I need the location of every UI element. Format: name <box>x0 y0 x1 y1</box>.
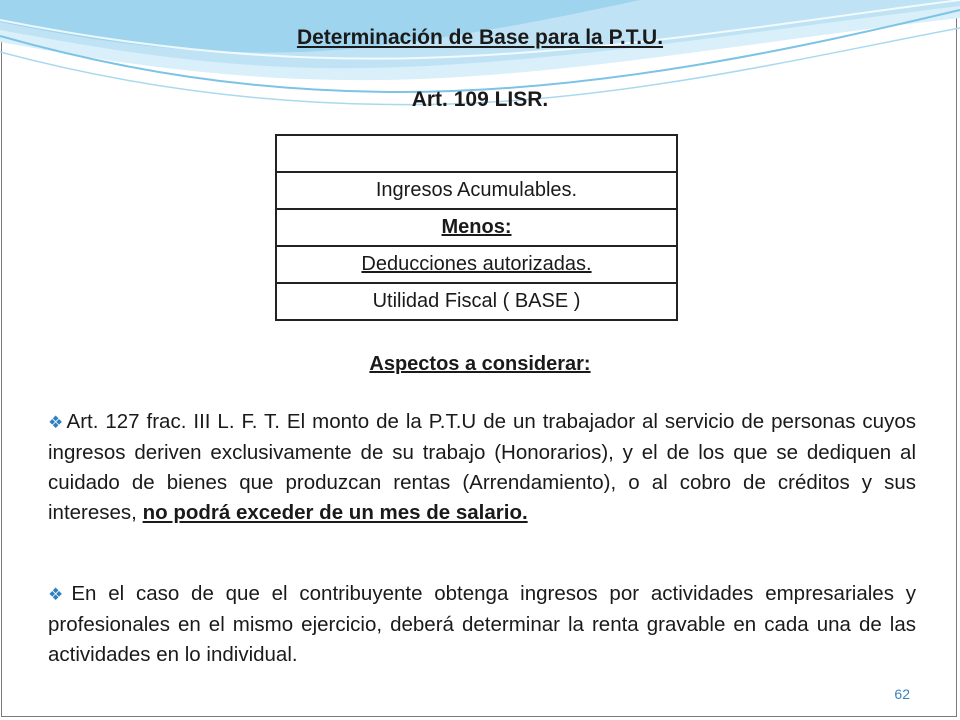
page-number: 62 <box>894 686 910 702</box>
base-calculation-table <box>275 134 678 321</box>
aspects-heading: Aspectos a considerar: <box>369 353 591 375</box>
diamond-bullet-icon: ❖ <box>48 585 70 604</box>
table-row <box>276 135 677 172</box>
paragraph-art-127 <box>48 407 916 528</box>
paragraph-text: En el caso de que el contribuyente obtenga ingresos por actividades empresariales y profesionales en el mismo ejercicio, deberá determinar la renta gravable en cada una de las actividades en lo individual. <box>48 582 916 666</box>
paragraph-emphasis: no podrá exceder de un mes de salario. <box>142 501 528 524</box>
paragraph-mixed-activities <box>48 579 916 670</box>
legal-reference: Art. 109 LISR. <box>411 88 549 111</box>
diamond-bullet-icon: ❖ <box>48 413 65 432</box>
table-cell-income: Ingresos Acumulables. <box>276 172 677 209</box>
table-row <box>276 209 677 246</box>
table-cell-deductions: Deducciones autorizadas. <box>276 246 677 283</box>
table-row <box>276 246 677 283</box>
table-row <box>276 172 677 209</box>
table-row <box>276 283 677 320</box>
table-cell-empty <box>276 135 677 172</box>
table-cell-minus: Menos: <box>276 209 677 246</box>
paragraph-text: Art. 127 frac. III L. F. T. El monto de la P.T.U de un trabajador al servicio de personas cuyos ingresos deriven exclusivamente de su trabajo (Honorarios), y el de los que se dediquen al cuidado de bienes que produzcan rentas (Arrendamiento), o al cobro de créditos y sus intereses, <box>48 410 916 524</box>
slide-title: Determinación de Base para la P.T.U. <box>296 26 664 49</box>
table-cell-base: Utilidad Fiscal ( BASE ) <box>276 283 677 320</box>
